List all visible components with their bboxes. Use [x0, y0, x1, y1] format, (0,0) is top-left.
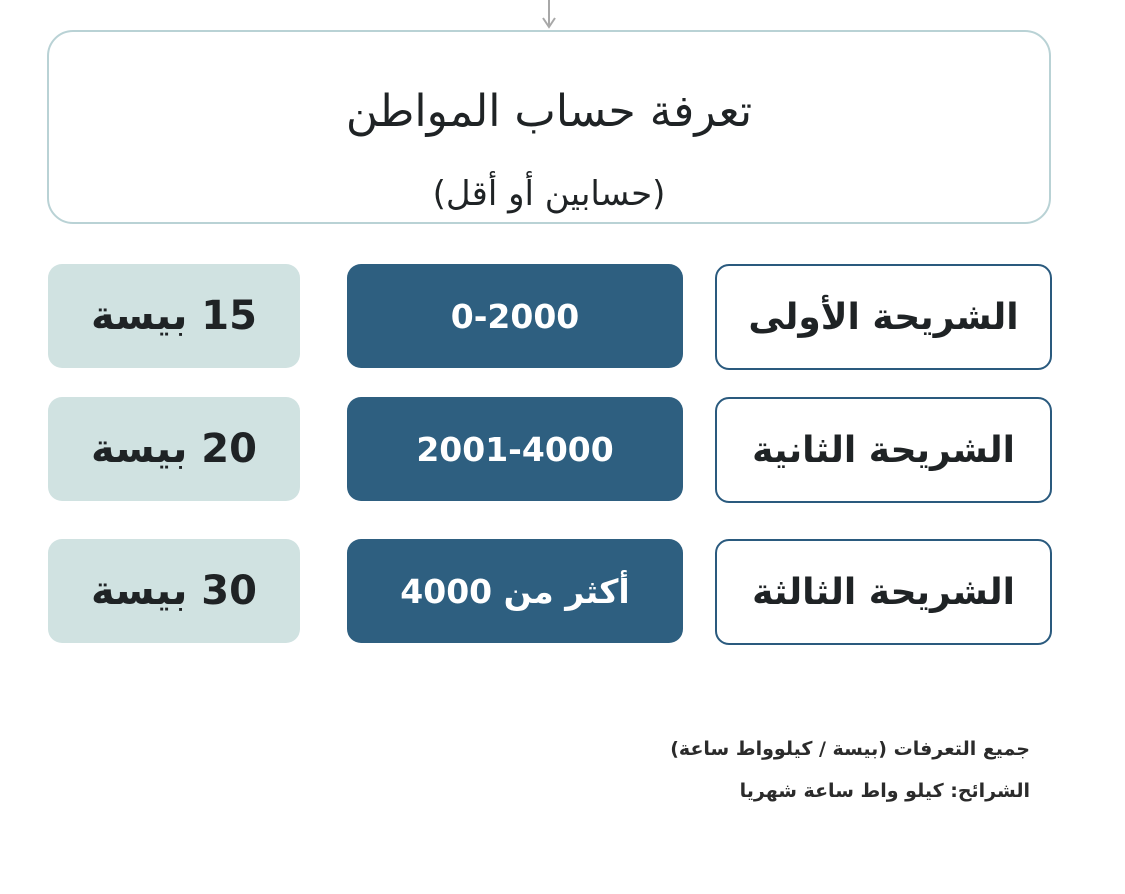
tier-range-second	[347, 397, 683, 501]
tier-label-first: الشريحة الأولى	[715, 264, 1052, 370]
tier-tariff-first: 15 بيسة	[48, 264, 300, 368]
tier-label-second: الشريحة الثانية	[715, 397, 1052, 503]
note-units: جميع التعرفات (بيسة / كيلوواط ساعة)	[670, 738, 1030, 760]
header-subtitle: (حسابين أو أقل)	[432, 174, 666, 214]
down-arrow-icon	[541, 0, 557, 30]
tier-range-first	[347, 264, 683, 368]
header-box	[47, 30, 1051, 224]
tier-range-first-text: 0-2000	[450, 296, 580, 336]
tier-tariff-third: 30 بيسة	[48, 539, 300, 643]
header-title: تعرفة حساب المواطن	[345, 86, 753, 137]
tier-label-third: الشريحة الثالثة	[715, 539, 1052, 645]
tier-tariff-second: 20 بيسة	[48, 397, 300, 501]
note-tiers: الشرائح: كيلو واط ساعة شهريا	[739, 780, 1030, 802]
tier-range-second-text: 2001-4000	[416, 429, 614, 469]
tier-range-third: أكثر من 4000	[347, 539, 683, 643]
